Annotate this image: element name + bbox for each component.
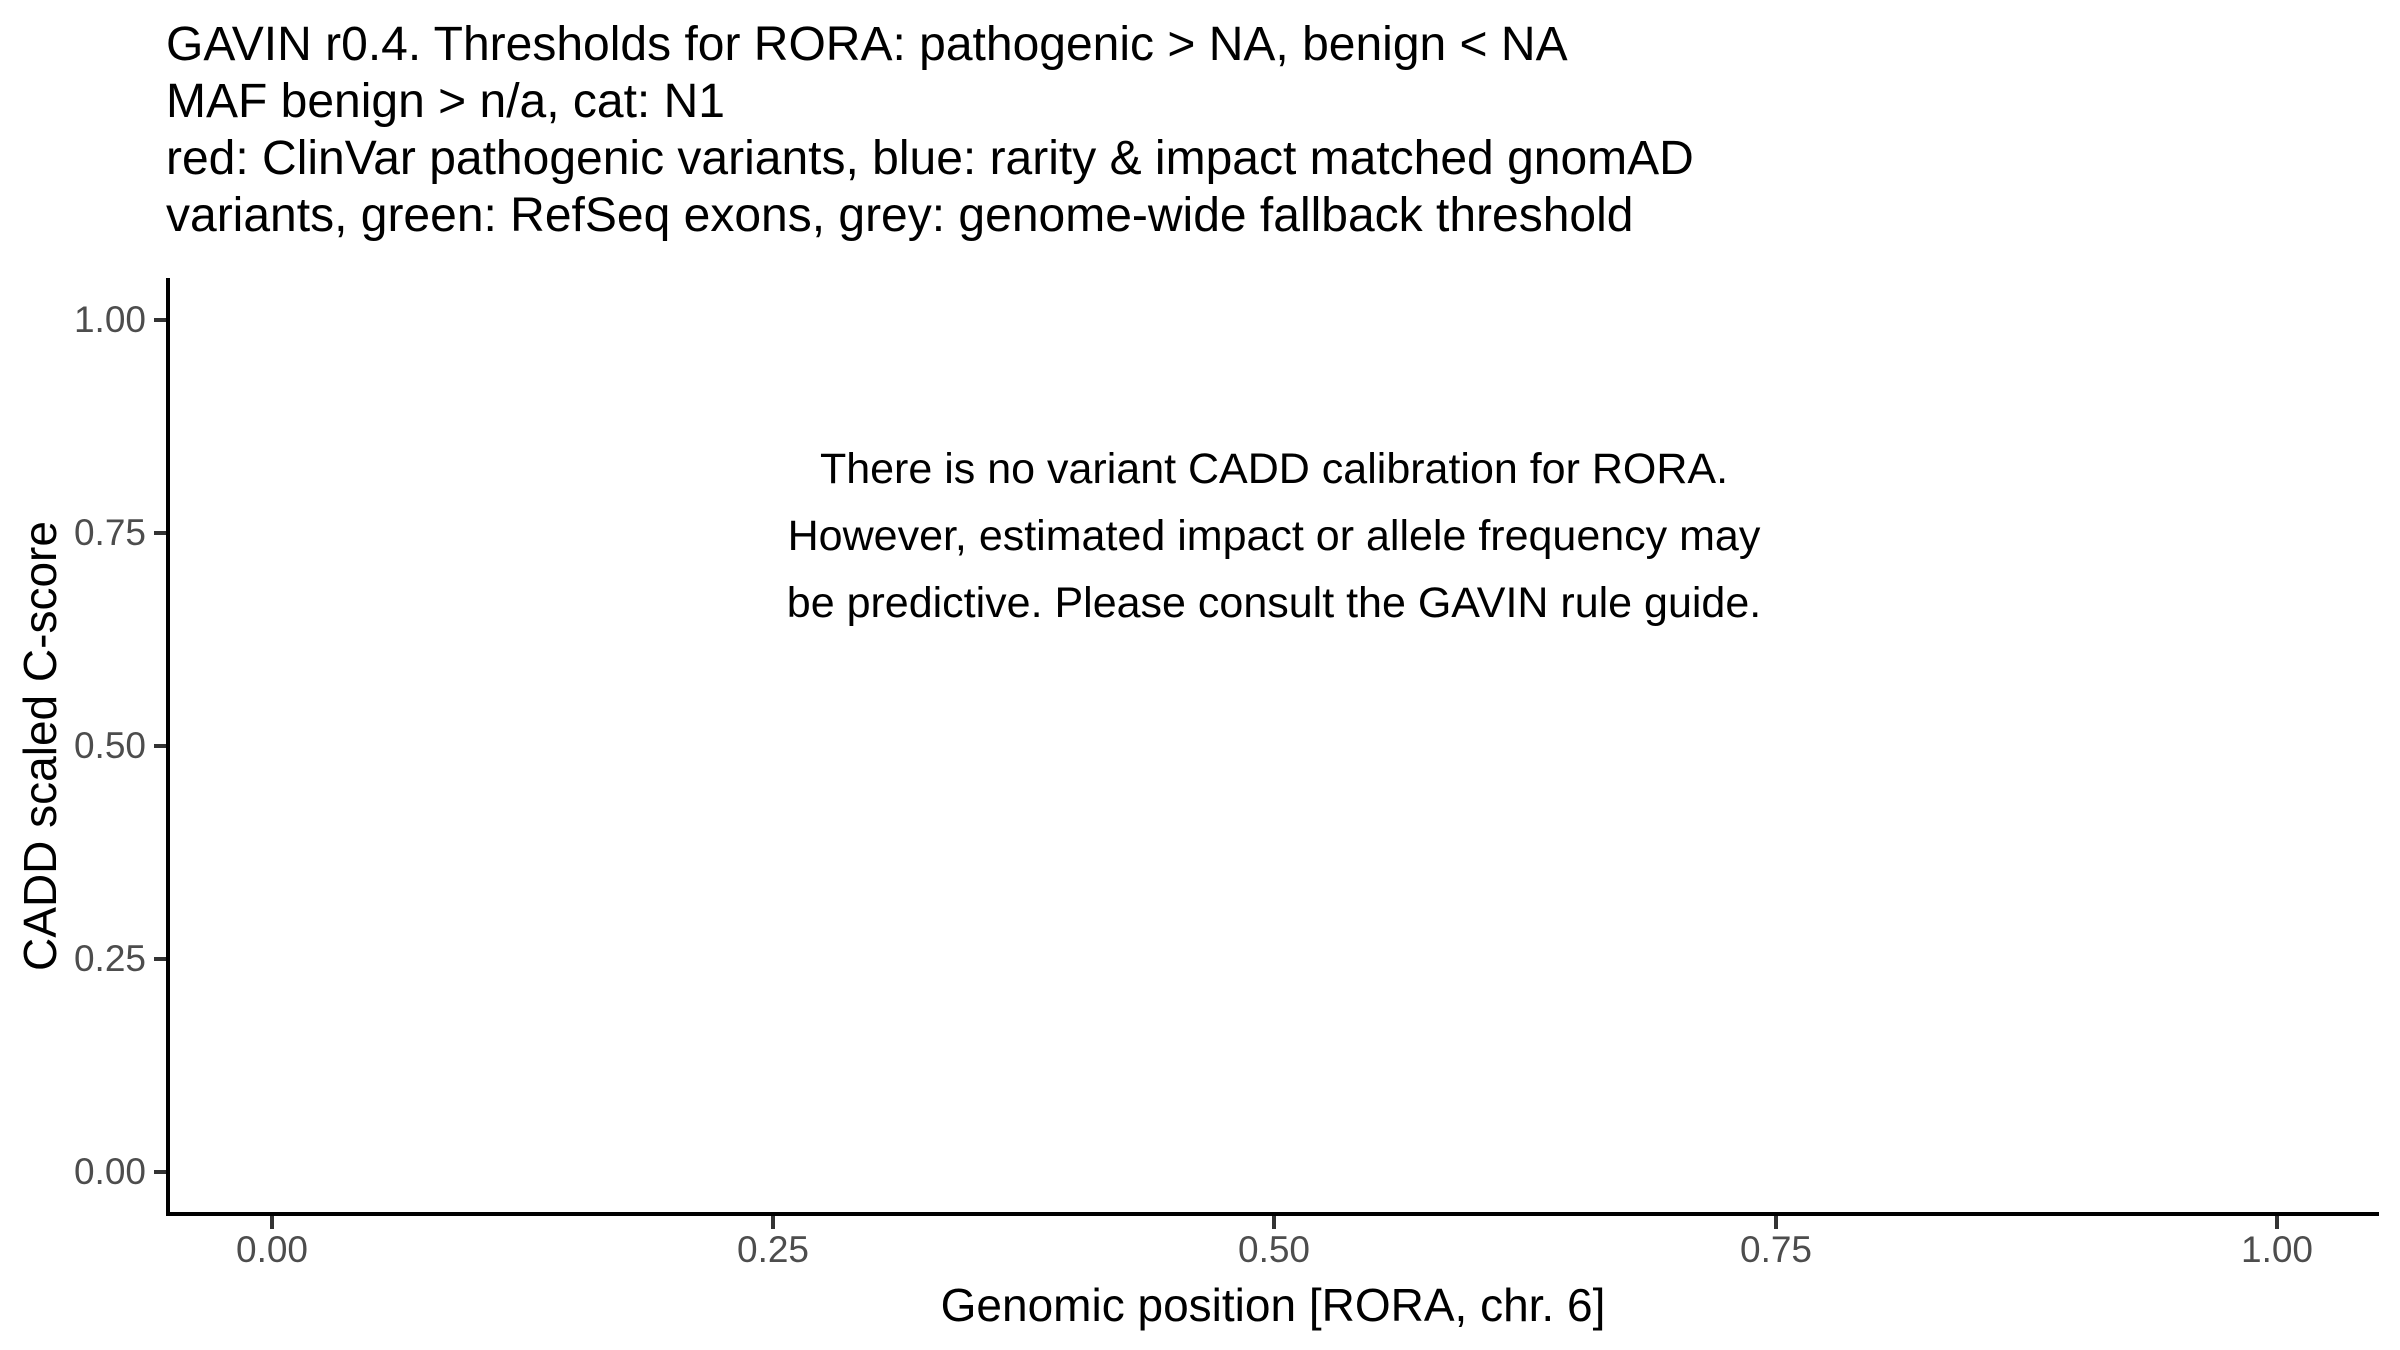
x-tick-label: 0.75 — [1739, 1229, 1813, 1270]
chart-title-line-4: variants, green: RefSeq exons, grey: genome-wide fallback threshold — [166, 189, 1634, 242]
annotation-line-2: However, estimated impact or allele frequency may — [787, 512, 1761, 560]
y-tick-label: 0.75 — [73, 512, 146, 553]
y-axis-title: CADD scaled C-score — [14, 521, 66, 971]
plot-panel — [170, 280, 2377, 1212]
chart-title — [166, 16, 1694, 244]
y-tick-mark — [154, 957, 166, 961]
y-tick-mark — [154, 531, 166, 535]
y-tick-label: 0.50 — [73, 725, 146, 766]
x-tick-label: 0.50 — [1237, 1229, 1311, 1270]
x-axis-title: Genomic position [RORA, chr. 6] — [940, 1279, 1606, 1331]
y-tick-label: 1.00 — [73, 299, 146, 340]
chart-title-line-2: MAF benign > n/a, cat: N1 — [166, 75, 725, 128]
chart-title-line-1: GAVIN r0.4. Thresholds for RORA: pathogenic > NA, benign < NA — [166, 18, 1568, 71]
y-tick-mark — [154, 318, 166, 322]
x-tick-label: 0.25 — [736, 1229, 810, 1270]
chart-title-line-3: red: ClinVar pathogenic variants, blue: rarity & impact matched gnomAD — [166, 132, 1694, 185]
y-tick-label: 0.00 — [73, 1151, 146, 1192]
no-calibration-annotation — [787, 436, 1761, 637]
y-tick-label: 0.25 — [73, 938, 146, 979]
x-tick-label: 0.00 — [235, 1229, 309, 1270]
annotation-line-3: be predictive. Please consult the GAVIN rule guide. — [786, 579, 1762, 627]
annotation-line-1: There is no variant CADD calibration for RORA. — [819, 445, 1729, 493]
x-tick-label: 1.00 — [2240, 1229, 2314, 1270]
y-tick-mark — [154, 1170, 166, 1174]
y-tick-mark — [154, 744, 166, 748]
y-axis-line — [166, 278, 170, 1216]
